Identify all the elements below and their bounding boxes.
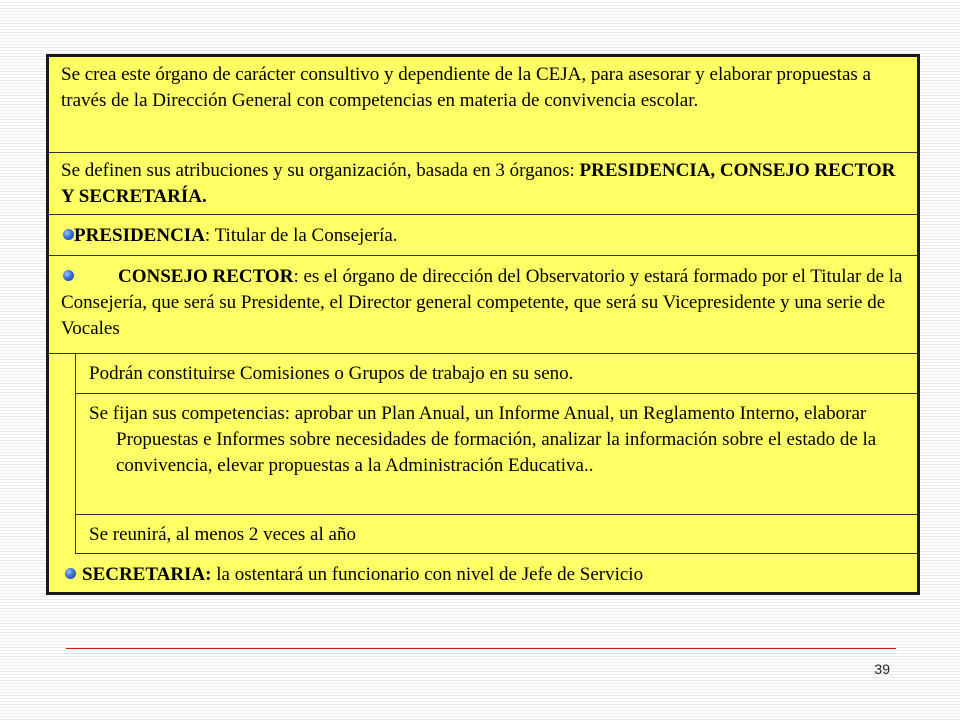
presidencia-label: PRESIDENCIA (74, 225, 205, 246)
organos-bold: PRESIDENCIA, CONSEJO RECTOR Y SECRETARÍA. (61, 160, 896, 207)
competencias-row (76, 394, 917, 515)
intro-text: Se crea este órgano de carácter consultivo y dependiente de la CEJA, para asesorar y elaborar propuestas a través de la Dirección General con competencias en materia de convivencia escolar. (61, 64, 871, 111)
consejo-text: : es el órgano de dirección del Observatorio y estará formado por el Titular de la Consejería, que será su Presidente, el Director general competente, que será su Vicepresidente y una serie de Vocales (61, 266, 903, 339)
secretaria-row (49, 554, 917, 592)
bullet-icon (65, 568, 76, 579)
page-number: 39 (874, 661, 890, 677)
organos-text: Se definen sus atribuciones y su organización, basada en 3 órganos: (61, 160, 580, 181)
comisiones-text: Podrán constituirse Comisiones o Grupos de trabajo en su seno. (89, 363, 574, 384)
presidencia-row (49, 215, 917, 256)
footer-rule (66, 648, 896, 649)
consejo-row (49, 256, 917, 354)
secretaria-text: la ostentará un funcionario con nivel de Jefe de Servicio (211, 564, 644, 585)
secretaria-label: SECRETARIA: (82, 564, 212, 585)
content-table (46, 54, 920, 595)
reunion-text: Se reunirá, al menos 2 veces al año (89, 524, 356, 545)
organos-row (49, 153, 917, 215)
intro-row (49, 62, 917, 153)
presidencia-text: : Titular de la Consejería. (204, 225, 398, 246)
indent-column (49, 354, 76, 554)
comisiones-row (76, 354, 917, 394)
competencias-text: Se fijan sus competencias: aprobar un Plan Anual, un Informe Anual, un Reglamento Interno, elaborar Propuestas e Informes sobre necesidades de formación, analizar la información sobre el estado de la convivencia, elevar propuestas a la Administración Educativa.. (89, 403, 877, 476)
bullet-icon (63, 229, 74, 240)
bullet-icon (63, 270, 74, 281)
reunion-row (76, 515, 917, 554)
consejo-label: CONSEJO RECTOR (118, 266, 294, 287)
